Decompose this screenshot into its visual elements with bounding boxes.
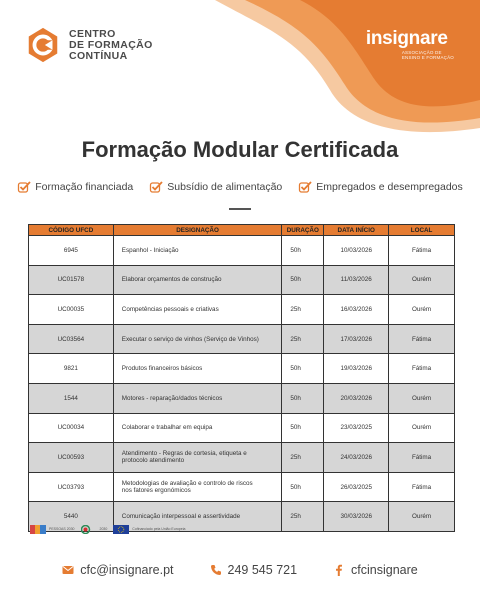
cell-duration: 50h bbox=[282, 472, 324, 502]
table-row bbox=[29, 443, 455, 473]
portugal-2030-text: 2030 bbox=[99, 527, 108, 531]
feature-list bbox=[0, 180, 480, 194]
cell-duration: 25h bbox=[282, 443, 324, 473]
cell-code: 5440 bbox=[29, 502, 114, 532]
table-row bbox=[29, 236, 455, 266]
page-title: Formação Modular Certificada bbox=[81, 137, 399, 162]
cell-start-date: 20/03/2026 bbox=[324, 383, 389, 413]
cell-location: Ourém bbox=[389, 502, 455, 532]
facebook-icon bbox=[333, 564, 345, 576]
designation-line-2: protocolo atendimento bbox=[121, 457, 185, 465]
check-icon bbox=[298, 180, 312, 194]
cell-location: Fátima bbox=[389, 443, 455, 473]
pessoas-2030-icon bbox=[30, 525, 46, 534]
cell-duration: 50h bbox=[282, 236, 324, 266]
designation-line: Metodologias de avaliação e controlo de riscos bbox=[121, 480, 253, 488]
cell-duration: 50h bbox=[282, 354, 324, 384]
column-header-code: CÓDIGO UFCD bbox=[29, 225, 114, 236]
cell-duration: 50h bbox=[282, 383, 324, 413]
check-icon bbox=[17, 180, 31, 194]
cell-duration: 50h bbox=[282, 413, 324, 443]
email-text: cfc@insignare.pt bbox=[80, 563, 174, 577]
designation-line: Atendimento - Regras de cortesia, etiqueta e bbox=[121, 450, 247, 458]
column-header-designation: DESIGNAÇÃO bbox=[113, 225, 282, 236]
cfc-logo-icon bbox=[24, 26, 62, 64]
feature-label: Formação financiada bbox=[35, 181, 134, 193]
cell-designation bbox=[113, 295, 282, 325]
cell-duration: 25h bbox=[282, 502, 324, 532]
cell-start-date: 26/03/2025 bbox=[324, 472, 389, 502]
insignare-name: insignare bbox=[365, 28, 448, 49]
cell-code: UC01578 bbox=[29, 265, 114, 295]
cell-code: UC03793 bbox=[29, 472, 114, 502]
funder-logos bbox=[30, 522, 185, 536]
column-header-start-date: DATA INÍCIO bbox=[324, 225, 389, 236]
feature-label: Subsídio de alimentação bbox=[167, 181, 283, 193]
cell-location: Fátima bbox=[389, 354, 455, 384]
cell-designation bbox=[113, 265, 282, 295]
brand-line-3: CONTÍNUA bbox=[69, 49, 128, 62]
pessoas-2030-logo bbox=[30, 522, 75, 536]
cell-location: Fátima bbox=[389, 472, 455, 502]
table-row bbox=[29, 472, 455, 502]
cell-start-date: 10/03/2026 bbox=[324, 236, 389, 266]
cell-designation bbox=[113, 383, 282, 413]
cell-start-date: 23/03/2025 bbox=[324, 413, 389, 443]
cell-code: 9821 bbox=[29, 354, 114, 384]
feature-item bbox=[17, 180, 133, 194]
cell-start-date: 17/03/2026 bbox=[324, 324, 389, 354]
brand-line-2: DE FORMAÇÃO bbox=[69, 38, 153, 51]
contact-bar bbox=[0, 563, 480, 577]
cell-location: Ourém bbox=[389, 295, 455, 325]
designation-line: Executar o serviço de vinhos (Serviço de Vinhos) bbox=[121, 335, 259, 343]
feature-item bbox=[298, 180, 463, 194]
cell-designation bbox=[113, 324, 282, 354]
feature-label: Empregados e desempregados bbox=[316, 181, 463, 193]
table-row bbox=[29, 265, 455, 295]
courses-table bbox=[28, 224, 455, 532]
cell-duration: 50h bbox=[282, 265, 324, 295]
cell-code: 6945 bbox=[29, 236, 114, 266]
column-header-location: LOCAL bbox=[389, 225, 455, 236]
eu-text: Cofinanciado pela União Europeia bbox=[132, 527, 186, 531]
phone-text: 249 545 721 bbox=[227, 563, 298, 577]
table-header-row bbox=[29, 225, 455, 236]
portugal-2030-icon bbox=[81, 525, 97, 534]
table-row bbox=[29, 324, 455, 354]
check-icon bbox=[149, 180, 163, 194]
cell-designation bbox=[113, 354, 282, 384]
cell-code: UC00593 bbox=[29, 443, 114, 473]
cell-designation bbox=[113, 413, 282, 443]
cell-designation bbox=[113, 443, 282, 473]
cell-duration: 25h bbox=[282, 295, 324, 325]
facebook-text: cfcinsignare bbox=[351, 563, 418, 577]
insignare-sub-1: ASSOCIAÇÃO DE bbox=[401, 50, 442, 55]
portugal-2030-logo bbox=[81, 522, 108, 536]
cfc-logo bbox=[24, 26, 153, 64]
table-row bbox=[29, 354, 455, 384]
designation-line-2: nos fatores ergonómicos bbox=[121, 487, 191, 495]
cell-start-date: 16/03/2026 bbox=[324, 295, 389, 325]
table-row bbox=[29, 383, 455, 413]
cell-location: Ourém bbox=[389, 383, 455, 413]
table-row bbox=[29, 413, 455, 443]
cell-start-date: 19/03/2026 bbox=[324, 354, 389, 384]
cell-start-date: 30/03/2026 bbox=[324, 502, 389, 532]
cell-code: 1544 bbox=[29, 383, 114, 413]
cell-start-date: 24/03/2026 bbox=[324, 443, 389, 473]
cell-start-date: 11/03/2026 bbox=[324, 265, 389, 295]
feature-item bbox=[149, 180, 282, 194]
brand-line-1: CENTRO bbox=[69, 27, 116, 40]
designation-line: Comunicação interpessoal e assertividade bbox=[121, 513, 241, 521]
email-contact[interactable] bbox=[62, 563, 173, 577]
insignare-logo bbox=[366, 28, 454, 60]
cell-code: UC00035 bbox=[29, 295, 114, 325]
phone-contact[interactable] bbox=[210, 563, 298, 577]
envelope-icon bbox=[62, 564, 74, 576]
cell-location: Ourém bbox=[389, 265, 455, 295]
facebook-contact[interactable] bbox=[333, 563, 418, 577]
eu-logo bbox=[113, 522, 185, 536]
designation-line: Espanhol - Iniciação bbox=[121, 246, 179, 254]
cell-code: UC00034 bbox=[29, 413, 114, 443]
designation-line: Colaborar e trabalhar em equipa bbox=[121, 424, 213, 432]
column-header-duration: DURAÇÃO bbox=[282, 225, 324, 236]
cfc-logo-text bbox=[69, 29, 153, 62]
cell-location: Ourém bbox=[389, 413, 455, 443]
cell-duration: 25h bbox=[282, 324, 324, 354]
designation-line: Produtos financeiros básicos bbox=[121, 365, 203, 373]
designation-line: Elaborar orçamentos de construção bbox=[121, 276, 222, 284]
insignare-sub-2: ENSINO E FORMAÇÃO bbox=[401, 55, 454, 60]
eu-flag-icon bbox=[113, 525, 129, 534]
title-divider bbox=[229, 208, 251, 210]
designation-line: Motores - reparação/dados técnicos bbox=[121, 394, 223, 402]
cell-location: Fátima bbox=[389, 236, 455, 266]
designation-line: Competências pessoais e criativas bbox=[121, 305, 219, 313]
phone-icon bbox=[210, 564, 222, 576]
cell-code: UC03564 bbox=[29, 324, 114, 354]
cell-location: Fátima bbox=[389, 324, 455, 354]
cell-designation bbox=[113, 236, 282, 266]
cell-designation bbox=[113, 472, 282, 502]
header-swoosh bbox=[0, 0, 480, 150]
pessoas-2030-text: PESSOAS 2030 bbox=[49, 527, 75, 531]
table-row bbox=[29, 295, 455, 325]
